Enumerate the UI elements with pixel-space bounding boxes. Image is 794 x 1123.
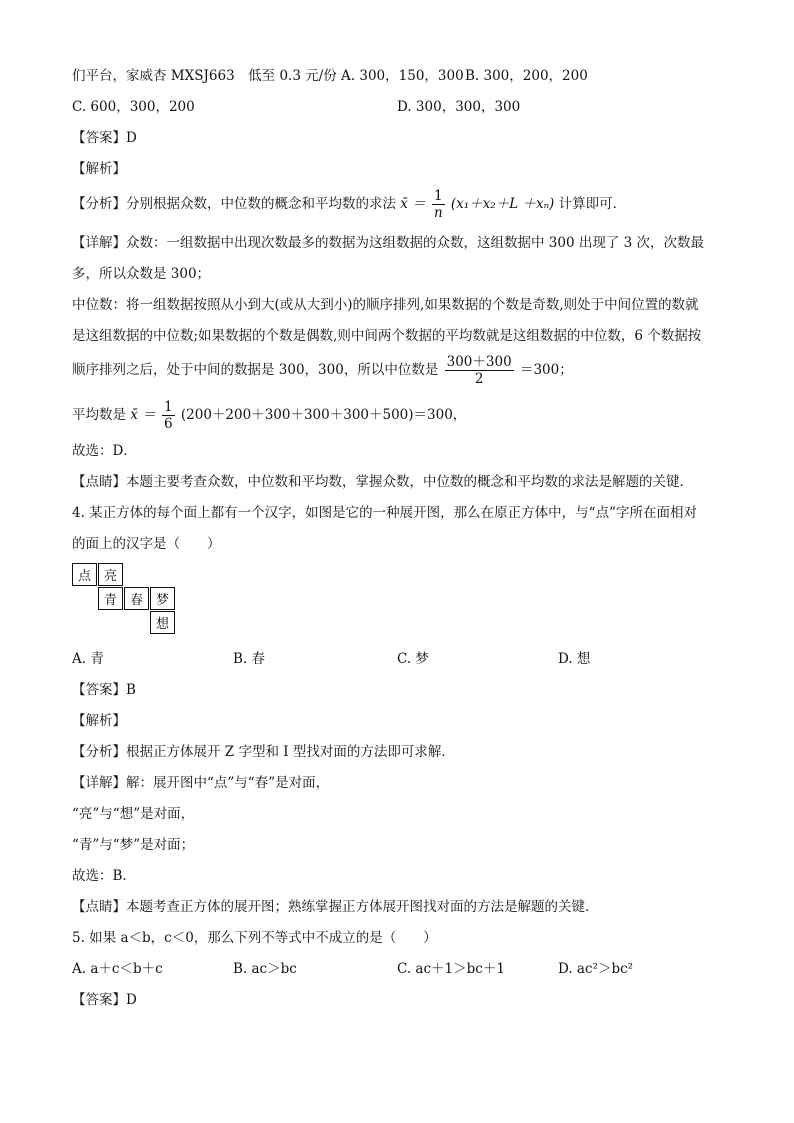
q3-median-2: 是这组数据的中位数;如果数据的个数是偶数,则中间两个数据的平均数就是这组数据的中位数，6 个数据按 [72,328,702,344]
q5-option-d: D. ac²＞bc² [558,961,634,977]
q3-analysis-heading: 【解析】 [72,161,126,177]
cube-net-diagram [72,563,180,641]
q4-summary: 【点睛】本题考查正方体的展开图；熟练掌握正方体展开图找对面的方法是解题的关键． [72,899,599,915]
q3-option-b: B. 300，200，200 [465,68,588,84]
q3-option-c: C. 600，300，200 [72,99,195,115]
q3-choose: 故选：D． [72,443,137,459]
q3-xiangjie-2: 多，所以众数是 300； [72,266,211,282]
q3-xiangjie-1: 【详解】众数：一组数据中出现次数最多的数据为这组数据的众数，这组数据中 300 出现了 3 次，次数最 [72,235,705,251]
q4-option-d: D. 想 [558,651,591,667]
mean-symbol-2: x̄ ＝ [130,407,156,423]
net-cell-1: 点 [72,563,97,586]
q3-median-3: 顺序排列之后，处于中间的数据是 300，300，所以中位数是 $\frac{300+300}{2}$ ＝300； [72,354,573,387]
net-cell-5: 梦 [150,587,175,610]
q4-analysis-heading: 【解析】 [72,713,126,729]
net-cell-3: 青 [98,587,123,610]
q3-median-1: 中位数：将一组数据按照从小到大(或从大到小)的顺序排列,如果数据的个数是奇数,则处于中间位置的数就 [72,297,699,313]
q4-option-b: B. 春 [233,651,266,667]
q4-option-a: A. 青 [72,651,104,667]
q4-stem-1: 4. 某正方体的每个面上都有一个汉字，如图是它的一种展开图，那么在原正方体中，与“点”字所在面相对 [72,505,697,521]
q3-fenxi: 【分析】分别根据众数，中位数的概念和平均数的求法 x̄ ＝ $\frac{1}{n}$ (x₁＋x₂＋L ＋xₙ) 计算即可． [72,188,627,221]
q3-option-a: 们平台，家威杏 MXSJ663 低至 0.3 元/份 A. 300，150，300 [72,68,464,84]
q4-fenxi: 【分析】根据正方体展开 Z 字型和 I 型找对面的方法即可求解． [72,744,455,760]
q4-choose: 故选：B． [72,868,136,884]
q5-option-c: C. ac＋1＞bc＋1 [397,961,505,977]
net-cell-2: 亮 [98,563,123,586]
q5-answer: 【答案】D [72,992,137,1008]
q4-option-c: C. 梦 [397,651,429,667]
q4-line2: “亮”与“想”是对面， [72,806,195,822]
q3-summary: 【点睛】本题主要考查众数，中位数和平均数，掌握众数，中位数的概念和平均数的求法是解题的关键． [72,474,693,490]
fraction-1-over-6: $\frac{1}{6}$ [164,399,173,432]
net-cell-4: 春 [124,587,149,610]
fraction-median: $\frac{300+300}{2}$ [446,354,512,387]
q3-line1 [72,66,464,86]
q3-option-d: D. 300，300，300 [397,99,521,115]
q4-stem-2: 的面上的汉字是（ ） [72,536,221,552]
q4-line3: “青”与“梦”是对面； [72,837,195,853]
q4-answer: 【答案】B [72,682,136,698]
q4-xiangjie: 【详解】解：展开图中“点”与“春”是对面， [72,775,330,791]
net-cell-6: 想 [150,611,175,634]
q5-option-b: B. ac＞bc [233,961,297,977]
q3-mean: 平均数是 x̄ ＝ $\frac{1}{6}$ (200＋200＋300＋300＋300＋500)＝300， [72,399,467,432]
mean-symbol: x̄ ＝ [400,196,426,212]
q5-stem: 5. 如果 a＜b，c＜0，那么下列不等式中不成立的是（ ） [72,930,437,946]
sum-expression: (x₁＋x₂＋L ＋xₙ) [450,196,555,212]
fraction-1-over-n: $\frac{1}{n}$ [433,188,443,221]
q3-answer: 【答案】D [72,130,137,146]
q5-option-a: A. a＋c＜b＋c [72,961,163,977]
